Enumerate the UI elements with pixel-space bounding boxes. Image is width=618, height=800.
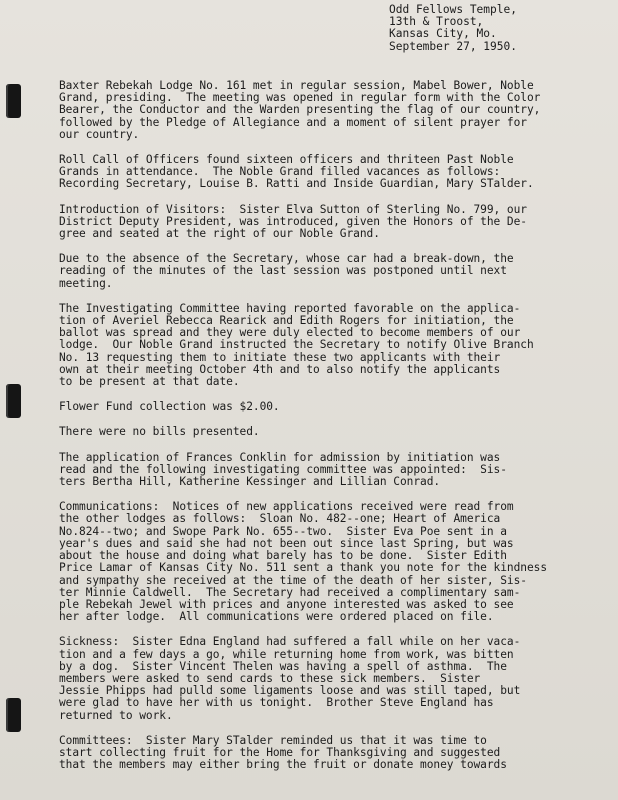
text-line: There were no bills presented.: [59, 425, 260, 439]
text-line: Bearer, the Conductor and the Warden presenting the flag of our country,: [59, 103, 541, 117]
letterhead-date: September 27, 1950.: [389, 39, 517, 53]
text-line: No. 13 requesting them to initiate these two applicants with their: [59, 350, 501, 364]
text-line: were glad to have her with us tonight. Brother Steve England has: [59, 696, 494, 710]
text-line: returned to work.: [59, 708, 173, 722]
binder-hole: [6, 698, 21, 732]
text-line: and sympathy she received at the time of the death of her sister, Sis-: [59, 573, 527, 587]
text-line: read and the following investigating committee was appointed: Sis-: [59, 462, 507, 476]
text-line: Jessie Phipps had pulld some ligaments loose and was still taped, but: [59, 684, 521, 698]
text-line: tion of Averiel Rebecca Rearick and Edith Rogers for initiation, the: [59, 314, 514, 328]
text-line: followed by the Pledge of Allegiance and a moment of silent prayer for: [59, 115, 527, 129]
paragraph-opening: [59, 80, 599, 141]
text-line: tion and a few days a go, while returning home from work, was bitten: [59, 647, 514, 661]
text-line: Flower Fund collection was $2.00.: [59, 400, 280, 414]
text-line: Committees: Sister Mary STalder reminded us that it was time to: [59, 733, 487, 747]
text-line: the other lodges as follows: Sloan No. 482--one; Heart of America: [59, 512, 501, 526]
text-line: own at their meeting October 4th and to also notify the applicants: [59, 362, 501, 376]
paragraph-sickness: [59, 636, 599, 721]
text-line: Roll Call of Officers found sixteen officers and thriteen Past Noble: [59, 153, 514, 167]
text-line: Communications: Notices of new applications received were read from: [59, 500, 514, 514]
paragraph-committees: [59, 735, 599, 772]
text-line: our country.: [59, 127, 140, 141]
text-line: The Investigating Committee having reported favorable on the applica-: [59, 301, 521, 315]
letterhead-line: 13th & Troost,: [389, 15, 484, 29]
text-line: ballot was spread and they were duly elected to become members of our: [59, 326, 521, 340]
text-line: start collecting fruit for the Home for Thanksgiving and suggested: [59, 745, 501, 759]
text-line: The application of Frances Conklin for admission by initiation was: [59, 450, 501, 464]
text-line: reading of the minutes of the last session was postponed until next: [59, 264, 507, 278]
text-line: lodge. Our Noble Grand instructed the Secretary to notify Olive Branch: [59, 338, 534, 352]
text-line: ter Minnie Caldwell. The Secretary had received a complimentary sam-: [59, 585, 521, 599]
text-line: Price Lamar of Kansas City No. 511 sent a thank you note for the kindness: [59, 561, 548, 575]
letterhead: [389, 4, 517, 53]
text-line: to be present at that date.: [59, 375, 240, 389]
binder-hole: [6, 84, 21, 118]
text-line: ters Bertha Hill, Katherine Kessinger and Lillian Conrad.: [59, 475, 441, 489]
text-line: meeting.: [59, 276, 113, 290]
text-line: gree and seated at the right of our Noble Grand.: [59, 227, 380, 241]
text-line: Grand, presiding. The meeting was opened in regular form with the Color: [59, 91, 541, 105]
text-line: ple Rebekah Jewel with prices and anyone interested was asked to see: [59, 597, 514, 611]
text-line: Grands in attendance. The Noble Grand filled vacances as follows:: [59, 165, 501, 179]
text-line: Baxter Rebekah Lodge No. 161 met in regular session, Mabel Bower, Noble: [59, 79, 534, 92]
letterhead-line: Kansas City, Mo.: [389, 27, 497, 41]
text-line: Due to the absence of the Secretary, whose car had a break-down, the: [59, 252, 514, 266]
text-line: year's dues and said she had not been out since last Spring, but was: [59, 536, 514, 550]
text-line: Introduction of Visitors: Sister Elva Sutton of Sterling No. 799, our: [59, 202, 527, 216]
paragraph-communications: [59, 501, 599, 623]
paragraph-roll-call: [59, 154, 599, 191]
paragraph-application: [59, 452, 599, 489]
text-line: her after lodge. All communications were ordered placed on file.: [59, 610, 494, 624]
text-line: about the house and doing what barely has to be done. Sister Edith: [59, 549, 507, 563]
paragraph-investigating: [59, 303, 599, 388]
text-line: by a dog. Sister Vincent Thelen was having a spell of asthma. The: [59, 659, 507, 673]
paragraph-minutes: [59, 253, 599, 290]
text-line: No.824--two; and Swope Park No. 655--two. Sister Eva Poe sent in a: [59, 524, 507, 538]
binder-hole: [6, 384, 21, 418]
paragraph-visitors: [59, 204, 599, 241]
letterhead-line: Odd Fellows Temple,: [389, 3, 517, 16]
text-line: that the members may either bring the fruit or donate money towards: [59, 758, 507, 772]
text-line: Sickness: Sister Edna England had suffered a fall while on her vaca-: [59, 635, 521, 649]
paragraph-flower-fund: [59, 401, 599, 413]
text-line: members were asked to send cards to these sick members. Sister: [59, 671, 481, 685]
minutes-body: [59, 80, 599, 784]
text-line: District Deputy President, was introduced, given the Honors of the De-: [59, 214, 527, 228]
text-line: Recording Secretary, Louise B. Ratti and Inside Guardian, Mary STalder.: [59, 177, 534, 191]
paragraph-bills: [59, 426, 599, 438]
